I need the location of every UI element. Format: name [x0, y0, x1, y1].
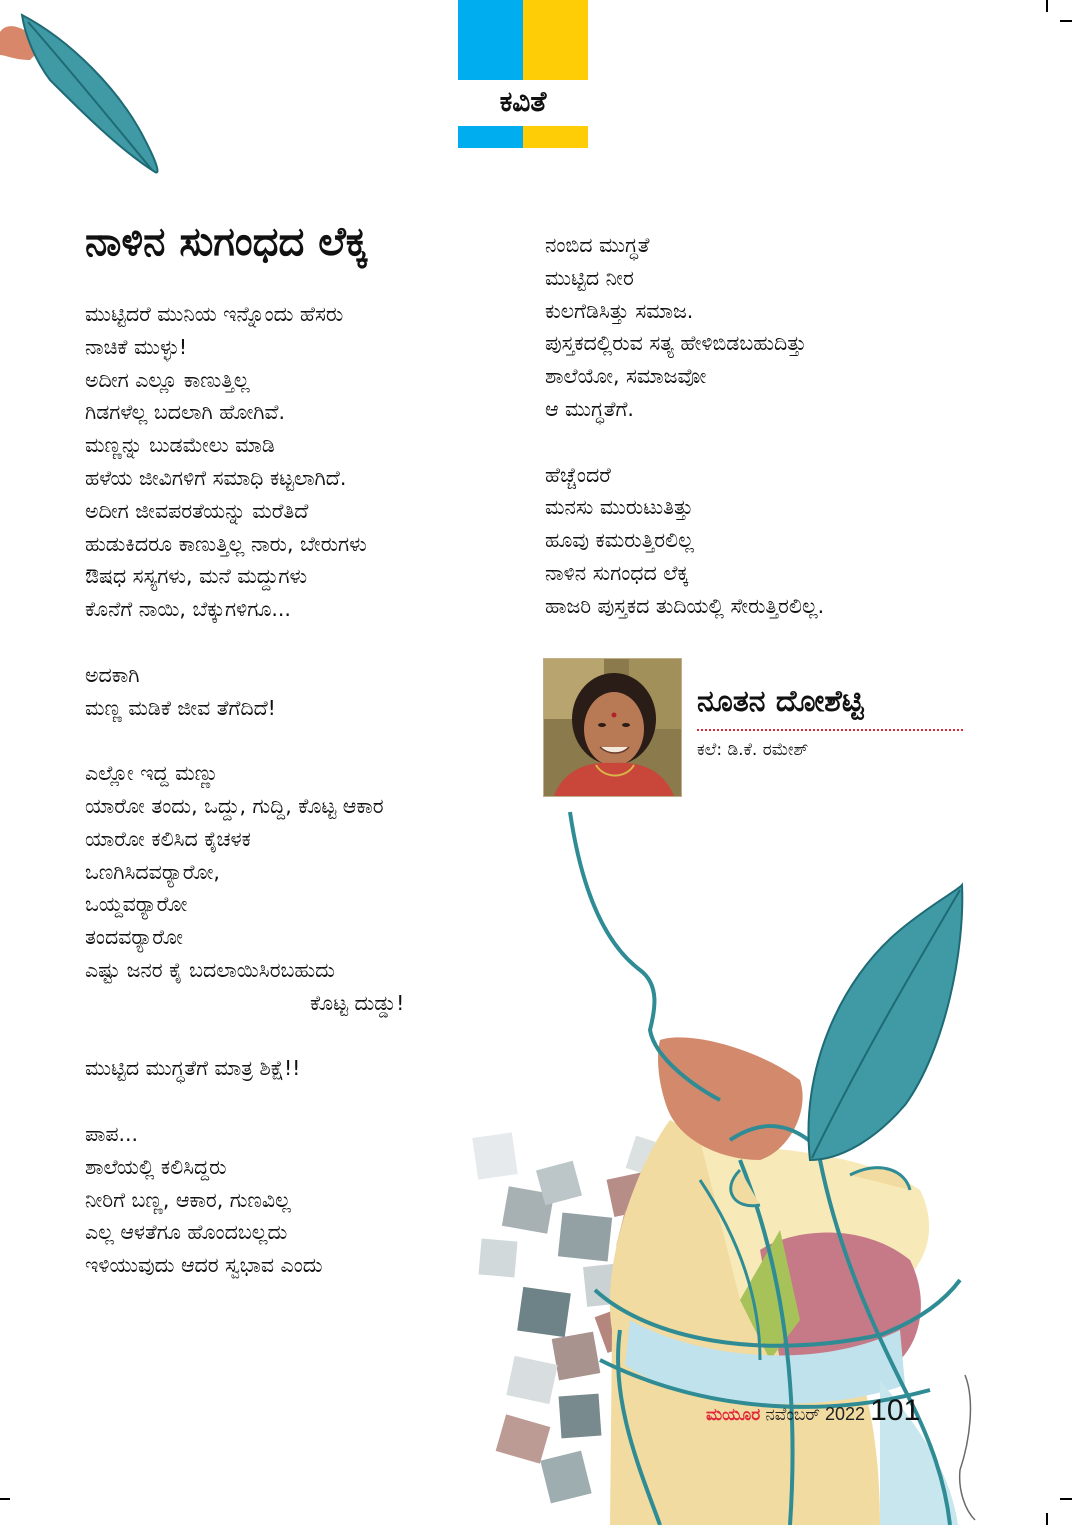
author-photo [543, 658, 682, 797]
poem-line: ಕುಲಗೆಡಿಸಿತ್ತು ಸಮಾಜ. [545, 298, 694, 323]
stanza [545, 459, 975, 623]
issue-year: 2022 [825, 1404, 866, 1424]
poem-line: ಮುಟ್ಟಿದ ನೀರ [545, 265, 634, 290]
poem-line: ಕೊಟ್ಟ ದುಡ್ಡು! [310, 990, 405, 1015]
issue-month: ನವೆಂಬರ್ [765, 1405, 820, 1425]
poem-line: ಹಾಜರಿ ಪುಸ್ತಕದ ತುದಿಯಲ್ಲಿ ಸೇರುತ್ತಿರಲಿಲ್ಲ. [545, 593, 825, 618]
page-footer [706, 1394, 920, 1430]
crop-mark [0, 1498, 10, 1500]
stanza [545, 229, 975, 426]
crop-mark [1046, 0, 1048, 12]
section-label: ಕವಿತೆ [499, 85, 547, 118]
poem-line: ನಾಚಿಕೆ ಮುಳ್ಳು! [85, 334, 188, 359]
poem-left-column [85, 298, 515, 1315]
poem-line: ಹಳೆಯ ಜೀವಿಗಳಿಗೆ ಸಮಾಧಿ ಕಟ್ಟಲಾಗಿದೆ. [85, 465, 347, 490]
poem-line: ಆ ಮುಗ್ಧತೆಗೆ. [545, 396, 634, 421]
crop-mark [1060, 20, 1072, 22]
poem-line: ಗಿಡಗಳೆಲ್ಲ ಬದಲಾಗಿ ಹೋಗಿವೆ. [85, 400, 285, 425]
poem-line: ಮುಟ್ಟಿದರೆ ಮುನಿಯ ಇನ್ನೊಂದು ಹೆಸರು [85, 302, 344, 326]
poem-line: ಮಣ್ಣನ್ನು ಬುಡಮೇಲು ಮಾಡಿ [85, 433, 275, 458]
poem-line: ಶಾಲೆಯೋ, ಸಮಾಜವೋ [545, 364, 707, 389]
poem-line: ಪಾಪ... [85, 1121, 139, 1146]
stanza [85, 298, 515, 626]
poem-line: ಅದೀಗ ಎಲ್ಲೂ ಕಾಣುತ್ತಿಲ್ಲ [85, 367, 250, 392]
section-tag-top-bars [458, 0, 588, 80]
poem-line: ಕೊನೆಗೆ ನಾಯಿ, ಬೆಕ್ಕುಗಳಿಗೂ... [85, 597, 291, 622]
poem-line: ನಾಳಿನ ಸುಗಂಧದ ಲೆಕ್ಕ [545, 560, 689, 585]
poem-line: ಪುಸ್ತಕದಲ್ಲಿರುವ ಸತ್ಯ ಹೇಳಿಬಿಡಬಹುದಿತ್ತು [545, 331, 807, 356]
author-name: ನೂತನ ದೋಶೆಟ್ಟಿ [697, 684, 864, 719]
poem-line: ಎಲ್ಲ ಆಳತೆಗೂ ಹೊಂದಬಲ್ಲದು [85, 1220, 288, 1245]
page-number: 101 [870, 1394, 921, 1427]
poem-line: ತಂದವರ್‍ಯಾರೋ [85, 925, 183, 950]
crop-mark [1060, 1498, 1072, 1500]
poem-line: ಹುಡುಕಿದರೂ ಕಾಣುತ್ತಿಲ್ಲ ನಾರು, ಬೇರುಗಳು [85, 531, 367, 556]
poem-line: ಒಯ್ದವರ್‍ಯಾರೋ [85, 892, 188, 917]
poem-line: ಮನಸು ಮುರುಟುತಿತ್ತು [545, 495, 694, 520]
poem-line: ಇಳಿಯುವುದು ಆದರ ಸ್ವಭಾವ ಎಂದು [85, 1253, 323, 1278]
poem-line: ಅದಕಾಗಿ [85, 662, 140, 687]
poem-line: ಶಾಲೆಯಲ್ಲಿ ಕಲಿಸಿದ್ದರು [85, 1154, 227, 1179]
poem-line: ಯಾರೋ ತಂದು, ಒದ್ದು, ಗುದ್ದಿ, ಕೊಟ್ಟ ಆಕಾರ [85, 793, 384, 818]
poem-line: ಯಾರೋ ಕಲಿಸಿದ ಕೈಚಳಕ [85, 826, 251, 851]
poem-line: ಮಣ್ಣ ಮಡಿಕೆ ಜೀವ ತೆಗೆದಿದೆ! [85, 695, 276, 720]
poem-line: ಮುಟ್ಟಿದ ಮುಗ್ಧತೆಗೆ ಮಾತ್ರ ಶಿಕ್ಷೆ!! [85, 1056, 301, 1081]
crop-mark [1046, 1513, 1048, 1525]
poem-line: ಅದೀಗ ಜೀವಪರತೆಯನ್ನು ಮರೆತಿದೆ [85, 498, 309, 523]
poem-line: ಒಣಗಿಸಿದವರ್‍ಯಾರೋ, [85, 859, 220, 884]
stanza [85, 1118, 515, 1282]
stanza [85, 1052, 515, 1085]
poem-line: ಹೂವು ಕಮರುತ್ತಿರಲಿಲ್ಲ [545, 528, 694, 553]
stanza [85, 757, 515, 1019]
art-credit: ಕಲೆ: ಡಿ.ಕೆ. ರಮೇಶ್ [697, 740, 809, 760]
magazine-name: ಮಯೂರ [706, 1405, 761, 1425]
poem-line: ಹೆಚ್ಚೆಂದರೆ [545, 462, 611, 487]
poem-line: ನಂಬಿದ ಮುಗ್ಧತೆ [545, 233, 650, 257]
poem-title: ನಾಳಿನ ಸುಗಂಧದ ಲೆಕ್ಕ [85, 219, 368, 265]
section-tag [458, 0, 588, 150]
poem-line: ಔಷಧ ಸಸ್ಯಗಳು, ಮನೆ ಮದ್ದುಗಳು [85, 564, 308, 589]
author-divider [697, 729, 963, 731]
section-tag-bottom-bars [458, 126, 588, 148]
stanza [85, 659, 515, 725]
poem-right-column [545, 229, 975, 655]
poem-line: ನೀರಿಗೆ ಬಣ್ಣ, ಆಕಾರ, ಗುಣವಿಲ್ಲ [85, 1187, 291, 1212]
poem-line: ಎಲ್ಲೋ ಇದ್ದ ಮಣ್ಣು [85, 761, 219, 786]
poem-line: ಎಷ್ಟು ಜನರ ಕೈ ಬದಲಾಯಿಸಿರಬಹುದು [85, 957, 335, 982]
